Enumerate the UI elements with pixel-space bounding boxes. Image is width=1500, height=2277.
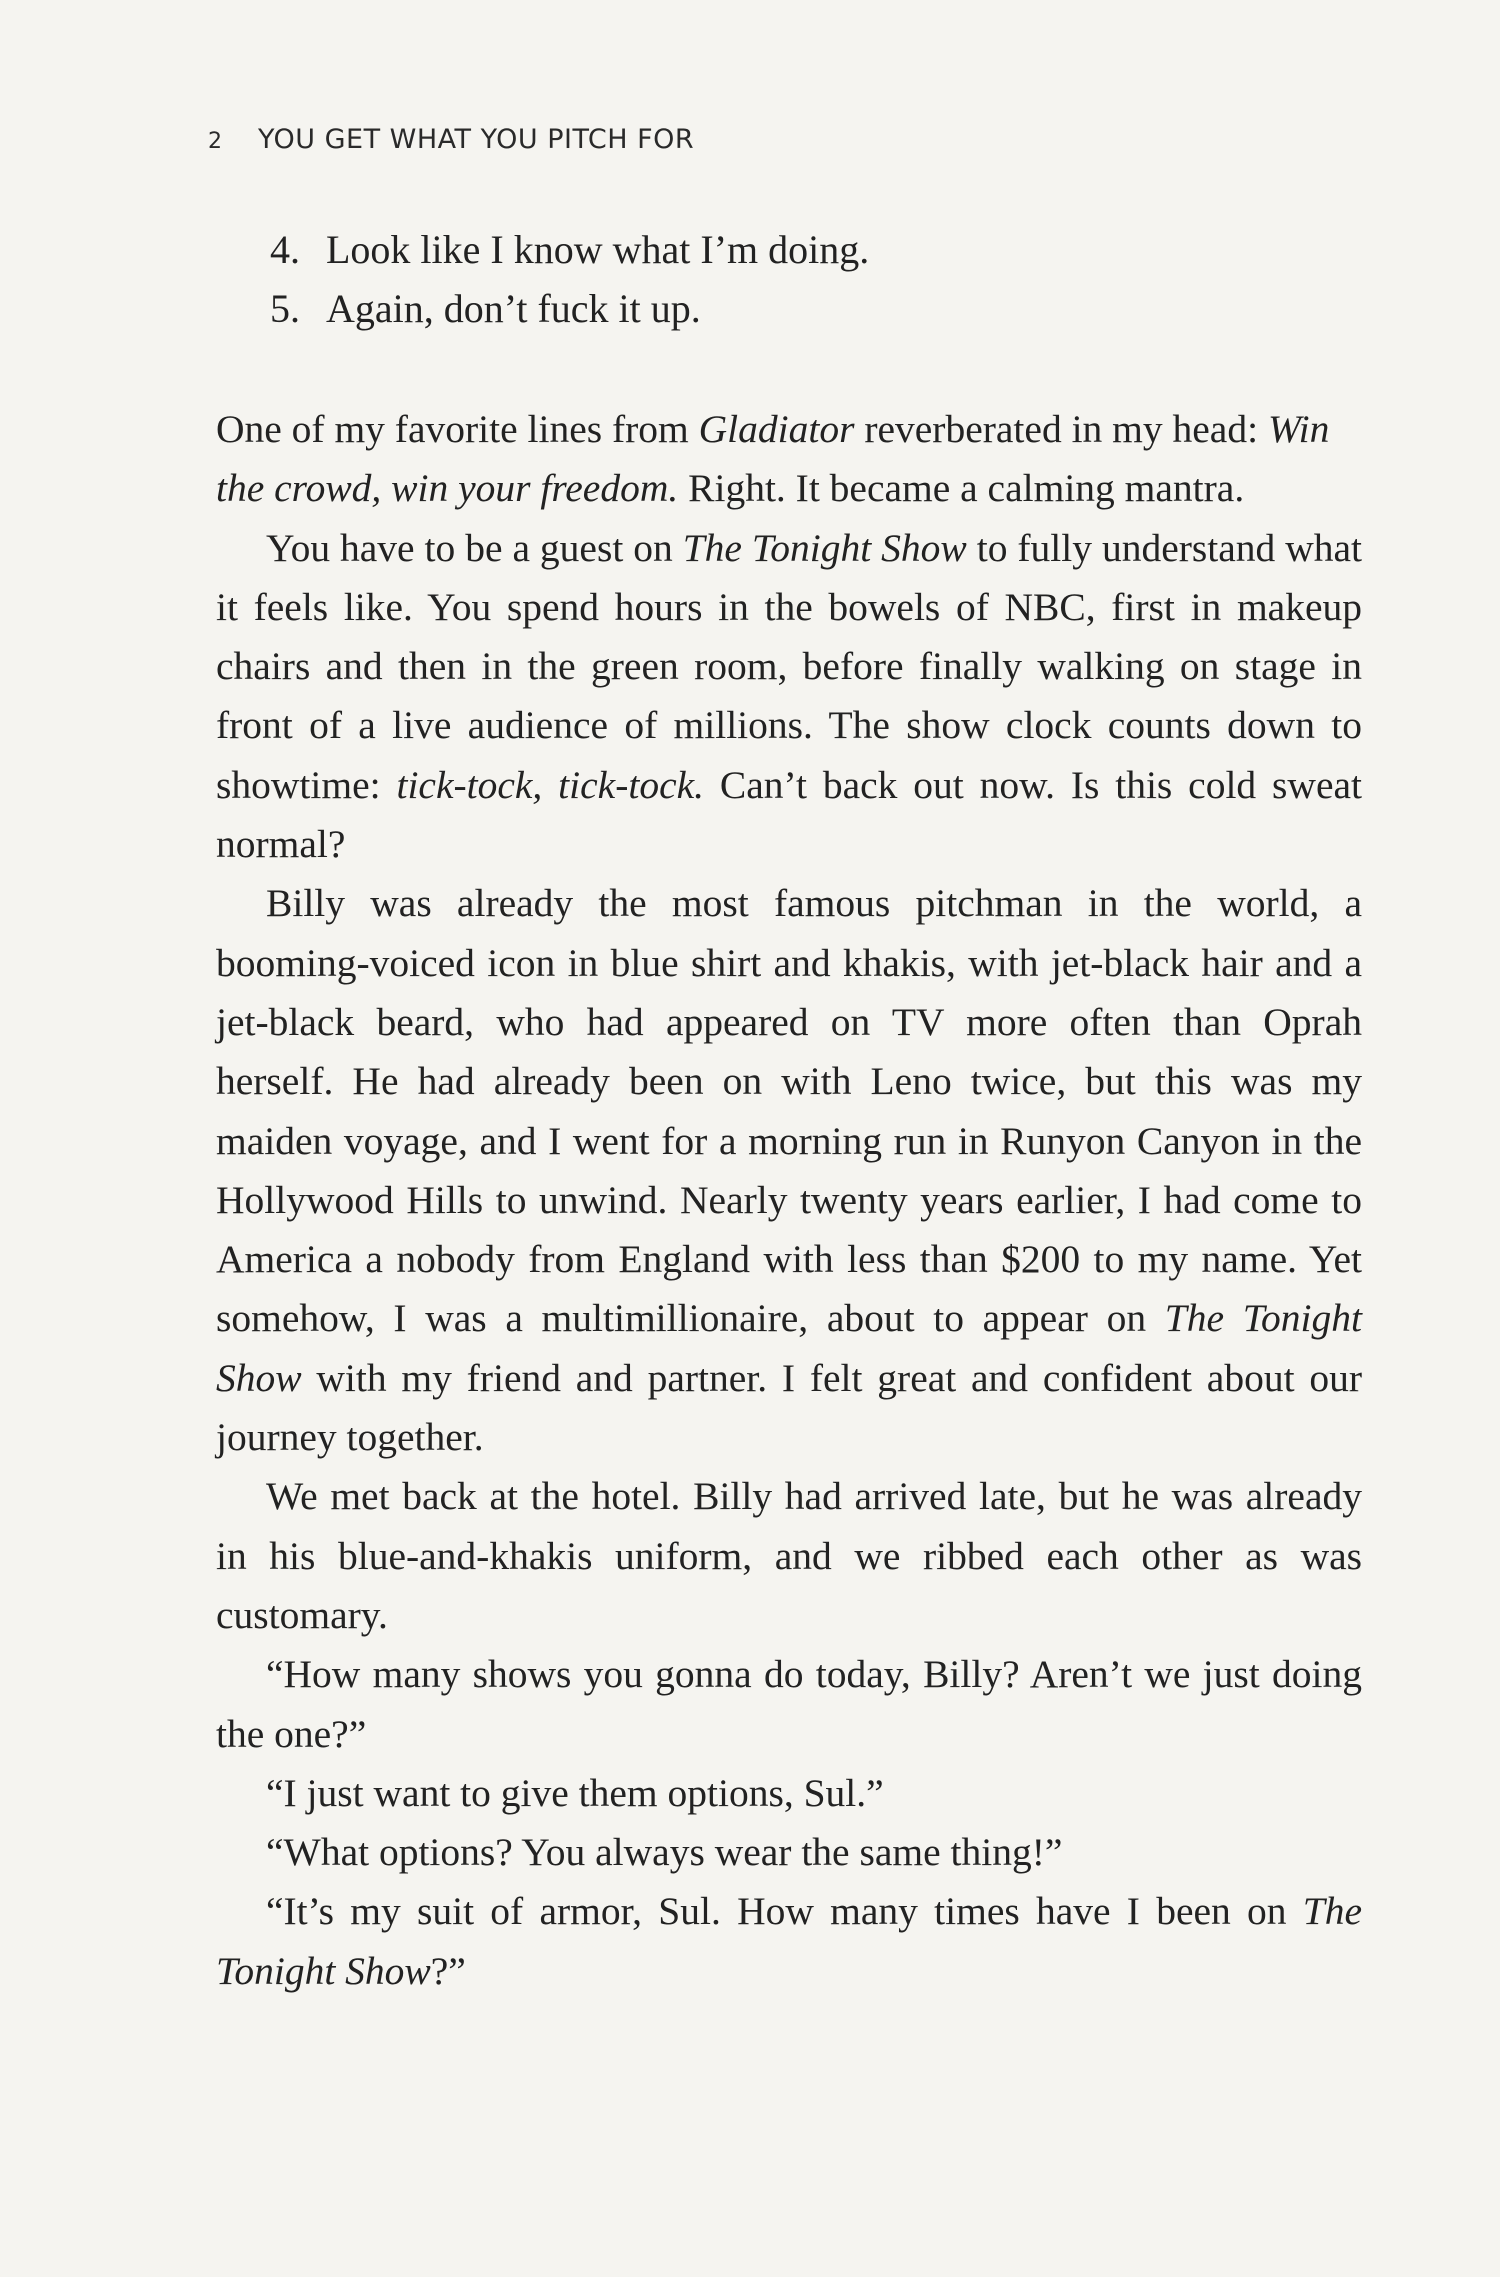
text-run: with my friend and partner. I felt great and confident about our journey together. [216,1355,1362,1460]
list-item [270,279,869,338]
paragraph [216,400,1362,519]
paragraph [216,874,1362,1467]
list-item [270,220,869,279]
list-item-text: Look like I know what I’m doing. [326,227,870,272]
italic-title: The Tonight Show [682,525,967,570]
italic-title: The Tonight Show [216,1889,1362,1993]
text-run: Can’t back out now. Is this cold sweat normal? [216,762,1362,867]
italic-phrase: tick-tock, tick-tock. [396,762,705,807]
paragraph: “I just want to give them options, Sul.” [266,1770,884,1815]
italic-title: The Tonight Show [216,1296,1362,1400]
list-item-text: Again, don’t fuck it up. [326,286,701,331]
list-item-number: 4. [270,227,300,272]
text-run: ?” [430,1948,466,1993]
paragraph: We met back at the hotel. Billy had arrived late, but he was already in his blue-and-khakis uniform, and we ribbed each other as was customary. [216,1474,1362,1637]
running-head [208,124,694,155]
running-title: YOU GET WHAT YOU PITCH FOR [258,124,695,155]
paragraph: “What options? You always wear the same thing!” [266,1830,1063,1875]
page-number: 2 [208,129,223,154]
text-run: to fully understand what it feels like. You spend hours in the bowels of NBC, first in makeup chairs and then in the green room, before finally walking on stage in front of a live audience of millions. The show clock counts down to showtime: [216,525,1362,807]
list-item-number: 5. [270,286,300,331]
body-text [216,400,1362,2001]
paragraph: “How many shows you gonna do today, Billy? Aren’t we just doing the one?” [216,1652,1362,1756]
italic-title: Gladiator [698,407,855,451]
italic-quote: Win the crowd, win your freedom. [216,407,1330,511]
text-run: One of my favorite lines from [216,407,699,451]
paragraph [216,1882,1362,2001]
text-run: “It’s my suit of armor, Sul. How many times have I been on [266,1889,1303,1934]
text-run: You have to be a guest on [266,525,683,570]
numbered-list [270,220,869,338]
text-run: Right. It became a calming mantra. [678,466,1245,511]
paragraph [216,519,1362,875]
text-run: Billy was already the most famous pitchman in the world, a booming-voiced icon in blue shirt and khakis, with jet-black hair and a jet-black beard, who had appeared on TV more often than Oprah herself. He had already been on with Leno twice, but this was my maiden voyage, and I went for a morning run in Runyon Canyon in the Hollywood Hills to unwind. Nearly twenty years earlier, I had come to America a nobody from England with less than $200 to my name. Yet somehow, I was a multimillionaire, about to appear on [216,881,1362,1341]
text-run: reverberated in my head: [854,407,1268,451]
